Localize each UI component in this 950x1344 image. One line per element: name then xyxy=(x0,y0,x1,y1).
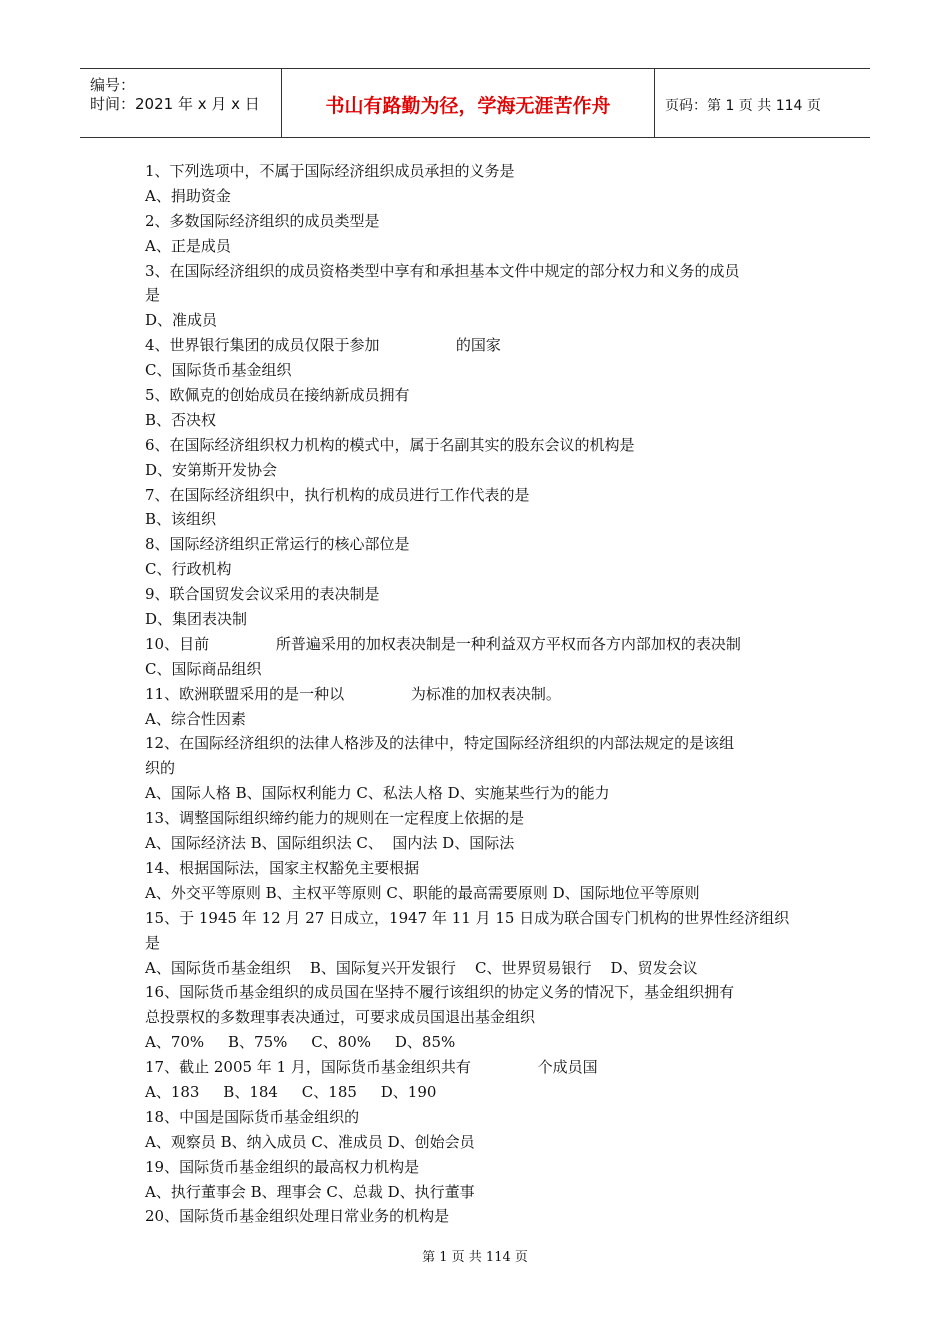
text-line: C、国际货币基金组织 xyxy=(145,361,292,380)
text-line: 17、截止 2005 年 1 月，国际货币基金组织共有 个成员国 xyxy=(145,1058,598,1077)
page-footer: 第 1 页 共 114 页 xyxy=(422,1250,528,1265)
text-line: A、执行董事会 B、理事会 C、总裁 D、执行董事 xyxy=(145,1182,475,1201)
text-line: C、行政机构 xyxy=(145,560,232,579)
text-line: 19、国际货币基金组织的最高权力机构是 xyxy=(145,1157,420,1176)
text-line: 4、世界银行集团的成员仅限于参加 的国家 xyxy=(145,336,501,355)
text-line: 是 xyxy=(145,933,161,952)
text-line: 13、调整国际组织缔约能力的规则在一定程度上依据的是 xyxy=(145,809,525,828)
text-line: D、准成员 xyxy=(145,311,218,330)
text-line: 5、欧佩克的创始成员在接纳新成员拥有 xyxy=(145,386,410,405)
text-line: D、集团表决制 xyxy=(145,610,248,629)
header-info-cell xyxy=(80,69,282,137)
text-line: 3、在国际经济组织的成员资格类型中享有和承担基本文件中规定的部分权力和义务的成员 xyxy=(145,261,740,280)
text-line: 总投票权的多数理事表决通过，可要求成员国退出基金组织 xyxy=(145,1008,536,1027)
text-line: B、该组织 xyxy=(145,510,217,529)
document-time-label: 时间：2021 年 x 月 x 日 xyxy=(90,95,260,113)
text-line: C、国际商品组织 xyxy=(145,659,262,678)
motto-text: 书山有路勤为径，学海无涯苦作舟 xyxy=(325,95,611,117)
text-line: 16、国际货币基金组织的成员国在坚持不履行该组织的协定义务的情况下，基金组织拥有 xyxy=(145,983,735,1002)
text-line: A、捐助资金 xyxy=(145,186,231,205)
text-line: A、正是成员 xyxy=(145,236,231,255)
text-line: 7、在国际经济组织中，执行机构的成员进行工作代表的是 xyxy=(145,485,530,504)
text-line: A、70% B、75% C、80% D、85% xyxy=(145,1033,456,1052)
header-page-info: 页码：第 1 页 共 114 页 xyxy=(665,98,821,114)
text-line: 织的 xyxy=(145,759,176,778)
text-line: 2、多数国际经济组织的成员类型是 xyxy=(145,211,380,230)
text-line: A、观察员 B、纳入成员 C、准成员 D、创始会员 xyxy=(145,1132,475,1151)
document-number-label: 编号： xyxy=(90,76,136,94)
text-line: A、综合性因素 xyxy=(145,709,246,728)
question-list xyxy=(145,159,815,1229)
text-line: 6、在国际经济组织权力机构的模式中，属于名副其实的股东会议的机构是 xyxy=(145,435,635,454)
text-line: 12、在国际经济组织的法律人格涉及的法律中，特定国际经济组织的内部法规定的是该组 xyxy=(145,734,735,753)
text-line: 15、于 1945 年 12 月 27 日成立，1947 年 11 月 15 日成为联合国专门机构的世界性经济组织 xyxy=(145,908,790,927)
text-line: 9、联合国贸发会议采用的表决制是 xyxy=(145,585,380,604)
text-line: D、安第斯开发协会 xyxy=(145,460,278,479)
text-line: 11、欧洲联盟采用的是一种以 为标准的加权表决制。 xyxy=(145,684,561,703)
text-line: A、国际货币基金组织 B、国际复兴开发银行 C、世界贸易银行 D、贸发会议 xyxy=(145,958,698,977)
text-line: 是 xyxy=(145,286,161,305)
text-line: 10、目前 所普遍采用的加权表决制是一种利益双方平权而各方内部加权的表决制 xyxy=(145,634,741,653)
text-line: 20、国际货币基金组织处理日常业务的机构是 xyxy=(145,1207,450,1226)
text-line: A、183 B、184 C、185 D、190 xyxy=(145,1082,437,1101)
text-line: A、外交平等原则 B、主权平等原则 C、职能的最高需要原则 D、国际地位平等原则 xyxy=(145,883,700,902)
page-header xyxy=(80,68,870,138)
header-page-cell xyxy=(655,69,870,137)
text-line: A、国际经济法 B、国际组织法 C、 国内法 D、国际法 xyxy=(145,834,515,853)
text-line: B、否决权 xyxy=(145,410,217,429)
text-line: A、国际人格 B、国际权利能力 C、私法人格 D、实施某些行为的能力 xyxy=(145,784,610,803)
text-line: 14、根据国际法，国家主权豁免主要根据 xyxy=(145,858,420,877)
header-motto-cell xyxy=(282,69,655,137)
text-line: 8、国际经济组织正常运行的核心部位是 xyxy=(145,535,410,554)
text-line: 18、中国是国际货币基金组织的 xyxy=(145,1107,360,1126)
text-line: 1、下列选项中，不属于国际经济组织成员承担的义务是 xyxy=(145,162,515,180)
